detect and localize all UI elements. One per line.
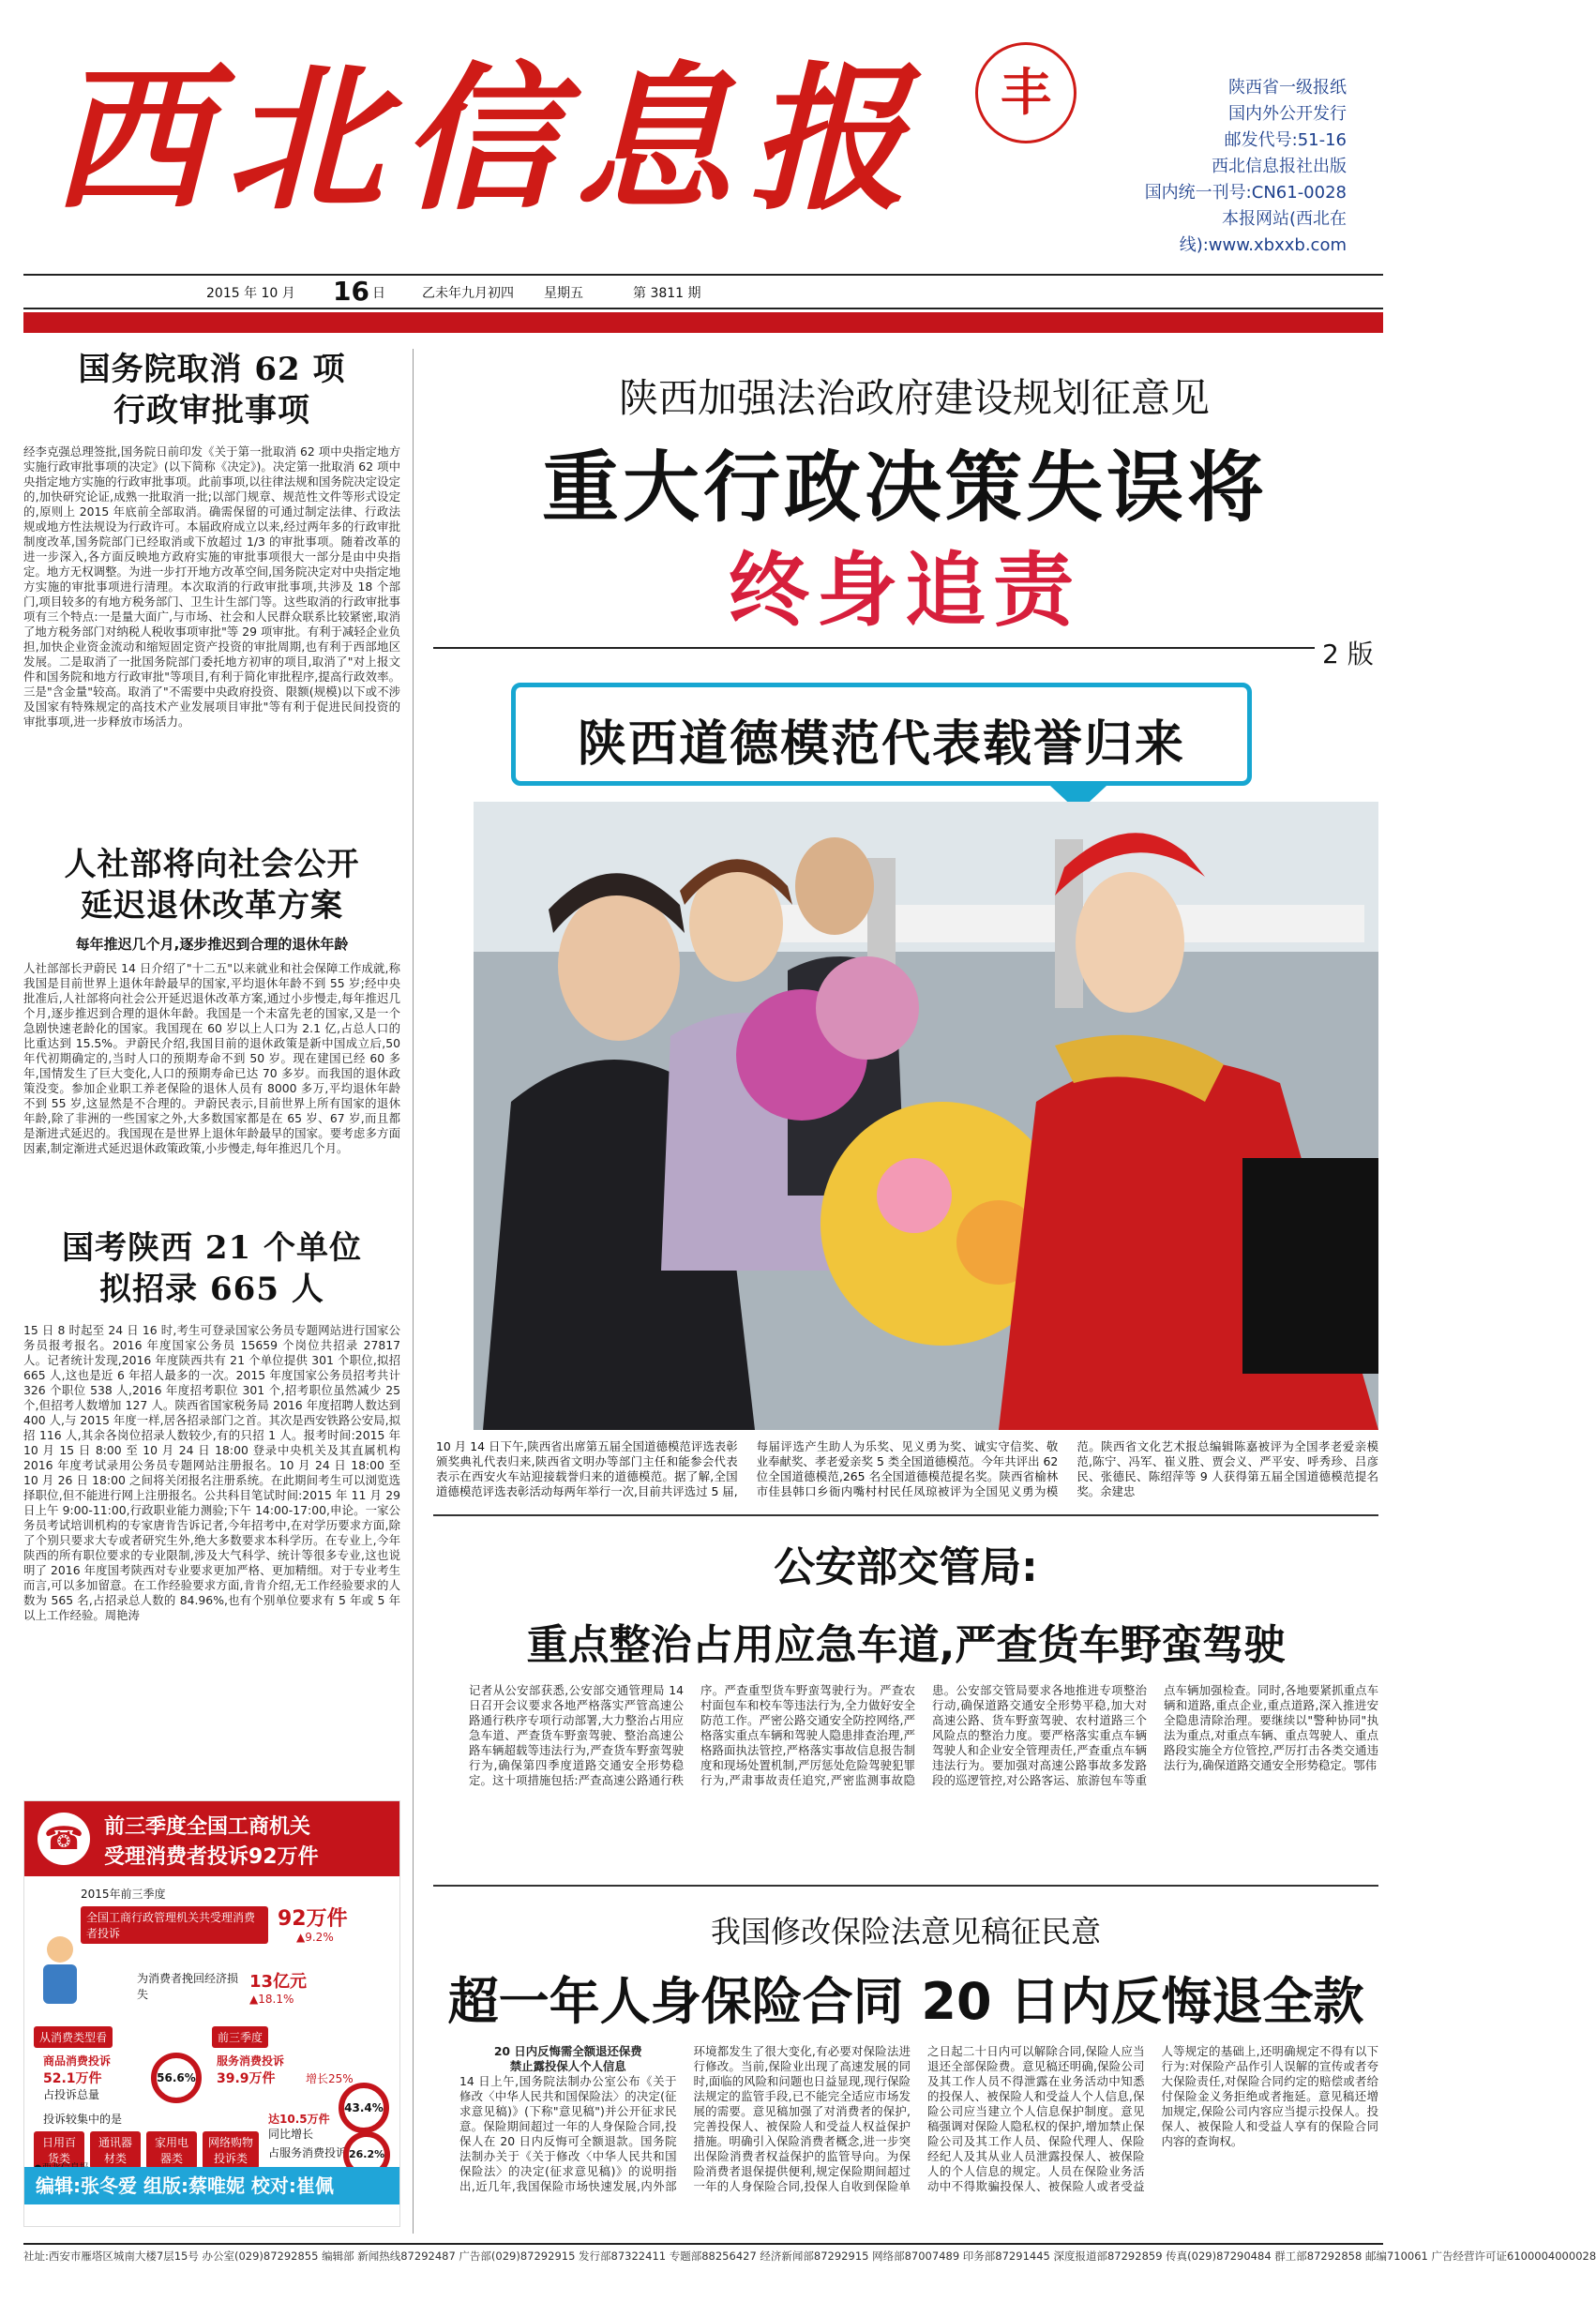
ig-goods-value: 52.1万件 [43, 2071, 102, 2086]
lead-kicker: 陕西加强法治政府建设规划征意见 [618, 375, 1210, 421]
story-body: 人社部部长尹蔚民 14 日介绍了"十二五"以来就业和社会保障工作成就,称我国是目前世界上退休年龄最早的国家,平均退休年龄不到 55 岁;经中央批准后,人社部将向社会公开延迟退休改革方案,通过小步慢走,每年推迟几个月,逐步推迟到合理的退休年龄。我国是一个未富先老的国家,又是一个急剧快速老龄化的国家。我国现在 60 岁以上人口为 2.1 亿,占总人口的比重达到 15.5%。尹蔚民介绍,我国目前的退休政策是新中国成立后,50 年代初期确定的,当时人口的预期寿命不到 50 岁。现在建国已经 60 多年,国情发生了巨大变化,人口的预期寿命已达 70 多岁。而我国的退休政策没变。参加企业职工养老保险的退休人员有 8000 多万,平均退休年龄不到 55 岁,这显然是不合理的。尹蔚民表示,目前世界上所有国家的退休年龄,除了非洲的一些国家之外,大多数国家都是在 65 岁、67 岁,而且都是渐进式延迟的。我国现在是世界上退休年龄最早的国家。要考虑多方面因素,制定渐进式延迟退休政策政策,小步慢走,每年推迟几个月。 [23, 961, 400, 1155]
lead-headline-red[interactable]: 终身追责 [729, 544, 1081, 638]
photo-caption: 10 月 14 日下午,陕西省出席第五届全国道德模范评选表彰颁奖典礼代表归来,陕西省文明办等部门主任和能参会代表表示在西安火车站迎接载誉归来的道德模范。据了解,全国道德模范评选表彰活动每两年举行一次,目前共评选过 5 届,每届评选产生助人为乐奖、见义勇为奖、诚实守信奖、敬业奉献奖、孝老爱亲奖 5 类全国道德模范。今年共评出 62 位全国道德模范,265 名全国道德模范提名奖。陕西省榆林市佳县韩口乡衙内嘴村村民任凤琼被评为全国见义勇为模范。陕西省文化艺术报总编辑陈嘉被评为全国孝老爱亲模范,陈宁、冯军、崔义胜、贾会义、严平安、呼秀珍、吕彦民、张德民、陈绍萍等 9 人获得第五届全国道德模范提名奖。余建忠 [436, 1439, 1378, 1498]
ig-total: 92万件 [278, 1907, 348, 1931]
masthead-title: 西北信息报 [52, 46, 924, 232]
infographic-title: 受理消费者投诉92万件 [104, 1845, 319, 1869]
masthead-info-line: 陕西省一级报纸 [1228, 78, 1347, 98]
person-icon [32, 1933, 88, 2008]
news-photo [474, 802, 1378, 1430]
lead-headline[interactable]: 重大行政决策失误将 [541, 444, 1268, 533]
story-headline[interactable]: 国务院取消 62 项 [78, 351, 346, 388]
insurance-subhead: 20 日内反悔需全额退还保费 [493, 2044, 642, 2058]
story-body: 经李克强总理签批,国务院日前印发《关于第一批取消 62 项中央指定地方实施行政审批事项的决定》(以下简称《决定》)。决定第一批取消 62 项中央指定地方实施的行政审批事项。此前事项,以往律法规和国务院决定设定的,加快研究论证,成熟一批取消一批;以部门规章、规范性文件等形式设定的,原则上 2015 年底前全部取消。确需保留的可通过制定法律、行政法规或地方性法规设为行政许可。本届政府成立以来,经过两年多的行政审批制度改革,国务院部门已经取消或下放超过 1/3 的审批事项。随着改革的进一步深入,各方面反映地方政府实施的审批事项很大一部分是由中央指定。地方无权调整。为进一步打开地方改革空间,国务院决定对中央指定地方实施的审批事项进行清理。本次取消的行政审批事项,共涉及 18 个部门,项目较多的有地方税务部门、卫生计生部门等。这些取消的行政审批事项有三个特点:一是量大面广,与市场、社会和人民群众联系比较紧密,取消了地方税务部门对纳税人税收事项审批"等 29 项审批。有利于减轻企业负担,加快企业资金流动和缩短固定资产投资的审批周期,也有利于西部地区发展。二是取消了一批国务院部门委托地方初审的项目,取消了"对上报文件和国务院和地方行政审批"等项目,有利于简化审批程序,提高行政效率。三是"含金量"较高。取消了"不需要中央政府投资、限额(规模)以下或不涉及国家有特殊规定的高技术产业发展项目审批"等有利于促进民间投资的审批事项,进一步释放市场活力。 [23, 444, 400, 729]
traffic-kicker: 公安部交管局: [774, 1543, 1038, 1591]
ig-label-all: 全国工商行政管理机关共受理消费者投诉 [81, 1906, 268, 1944]
ig-recovered-change: ▲18.1% [249, 1993, 294, 2006]
photo-banner-title[interactable]: 陕西道德模范代表载誉归来 [577, 716, 1185, 773]
ig-service-label: 服务消费投诉 [217, 2054, 285, 2068]
editor-credits: 编辑:张冬爱 组版:蔡唯妮 校对:崔佩 [24, 2167, 399, 2204]
divider-rule [433, 647, 1371, 649]
ig-category: 网络购物投诉类 [203, 2131, 259, 2169]
column-divider [413, 349, 414, 2234]
masthead-info [1088, 75, 1347, 259]
dateline-day: 16 [333, 276, 369, 307]
traffic-headline[interactable]: 重点整治占用应急车道,严查货车野蛮驾驶 [526, 1621, 1286, 1669]
insurance-body: 14 日上午,国务院法制办公室公布《关于修改〈中华人民共和国保险法〉的决定(征求意见稿)》(下称"意见稿")并公开征求民意。保险期间超过一年的人身保险合同,投保人在 20 日内反悔可全额退款。国务院法制办关于《关于修改〈中华人民共和国保险法〉的决定(征求意见稿)》的说明指出,近几年,我国保险市场快速发展,内外部环境都发生了很大变化,有必要对保险法进行修改。当前,保险业出现了高速发展的同时,面临的风险和问题也日益显现,现行保险法规定的监管手段,已不能完全适应市场发展的需要。意见稿加强了对消费者的保护,完善投保人、被保险人和受益人权益保护措施。明确引入保险消费者概念,进一步突出保险消费者权益保护的监管导向。为保险消费者退保提供便利,规定保险期间超过一年的人身保险合同,投保人自收到保险单之日起二十日内可以解除合同,保险人应当退还全部保险费。意见稿还明确,保险公司及其工作人员不得泄露在业务活动中知悉的投保人、被保险人和受益人个人信息,保险公司应当建立个人信息保护制度。意见稿强调对保险人隐私权的保护,增加禁止保险公司及其工作人员、保险代理人、保险经纪人及其从业人员泄露投保人、被保险人的个人信息的规定。人员在保险业务活动中不得欺骗投保人、被保险人或者受益人等规定的基础上,还明确规定不得有以下行为:对保险产品作引人误解的宣传或者夸大保险责任,对保险合同约定的赔偿或者给付保险金义务拒绝或者拖延。意见稿还增加规定,保险公司内容应当提示投保人。投保人、被保险人和受益人享有的保险合同内容的查询权。 [459, 2044, 1378, 2193]
masthead-info-line: 西北信息报社出版 [1212, 157, 1347, 176]
masthead-info-line: 国内外公开发行 [1228, 104, 1347, 124]
infographic-body [24, 1886, 399, 2167]
ig-tab-q3: 前三季度 [212, 2026, 268, 2048]
story-body: 15 日 8 时起至 24 日 16 时,考生可登录国家公务员专题网站进行国家公务员报考报名。2016 年度国家公务员 15659 个岗位共招录 27817 人。记者统计发现,2016 年度陕西共有 21 个单位提供 301 个职位,拟招 665 人,这也是近 6 年招人最多的一次。2015 年度国家公务员招考共计 326 个职位 538 人,2016 年度招考职位 301 个,招考职位虽然减少 25 个,但招考人数增加 127 人。陕西省国家税务局 2016 年度招聘人数达到 400 人,与 2015 年度一样,居各招录部门之首。其次是西安铁路公安局,拟招 116 人,其余各岗位招录人数较少,有的只招 1 人。报考时间:2015 年 10 月 15 日 8:00 至 10 月 24 日 18:00 登录中央机关及其直属机构 2016 年度考试录用公务员专题网站注册报名。10 月 24 日 18:00 至 10 月 26 日 18:00 之间将关闭报名注册系统。在此期间考生可以浏览选择职位,但不能进行网上注册报名。公共科目笔试时间:2015 年 11 月 29 日上午 9:00-11:00,行政职业能力测验;下午 14:00-17:00,申论。一家公务员考试培训机构的专家唐肯告诉记者,今年招考中,在对学历要求方面,除了个别只要求大专或者研究生外,绝大多数要求本科学历。在专业上,今年陕西的所有职位要求的专业限制,涉及大气科学、统计等很多专业,这也说明了 2016 年度国考陕西对专业要求更加严格、更加精细。对于专业考生而言,可以多加留意。在工作经验要求方面,肯肯介绍,无工作经验要求的人数为 565 名,占招录总人数的 84.96%,也有个别单位要求有 5 年或 5 年以上工作经验。周艳涛 [23, 1323, 400, 1622]
story-headline[interactable]: 人社部将向社会公开 [64, 846, 360, 883]
ig-online-value: 达10.5万件 [268, 2113, 330, 2126]
dateline-weekday: 星期五 [544, 286, 583, 301]
divider-rule [433, 1885, 1378, 1887]
dateline-day-suffix: 日 [372, 286, 385, 301]
ig-period: 2015年前三季度 [81, 1888, 166, 1901]
infographic-banner [24, 1801, 399, 1876]
ig-online-pct: 26.2% [343, 2131, 390, 2178]
ig-category: 家用电器类 [146, 2131, 197, 2169]
story-headline[interactable]: 行政审批事项 [113, 392, 310, 429]
story-subhead: 每年推迟几个月,逐步推迟到合理的退休年龄 [75, 936, 349, 953]
traffic-body: 记者从公安部获悉,公安部交通管理局 14 日召开会议要求各地严格落实严管高速公路通行秩序专项行动部署,大力整治占用应急车道、严查货车野蛮驾驶、整治高速公路车辆超载等违法行为,严查货车野蛮驾驶行为,确保第四季度道路交通安全形势稳定。这十项措施包括:严查高速公路通行秩序。严查重型货车野蛮驾驶行为。严查农村面包车和校车等违法行为,全力做好安全防范工作。严密公路交通安全防控网络,严格落实重点车辆和驾驶人隐患排查治理,严格路面执法管控,严格落实事故信息报告制度和现场处置机制,严厉惩处危险驾驶犯罪行为,严肃事故责任追究,严密监测事故隐患。公安部交管局要求各地推进专项整治行动,确保道路交通安全形势平稳,加大对高速公路、货车野蛮驾驶、农村道路三个风险点的整治力度。要严格落实重点车辆驾驶人和企业安全管理责任,严查重点车辆违法行为。要加强对高速公路事故多发路段的巡逻管控,对公路客运、旅游包车等重点车辆加强检查。同时,各地要紧抓重点车辆和道路,重点企业,重点道路,深入推进安全隐患清除治理。要继续以"警种协同"执法为重点,对重点车辆、重点驾驶人、重点路段实施全方位管控,严厉打击各类交通违法行为,确保道路交通安全形势稳定。鄂伟 [469, 1683, 1378, 1787]
ig-total-change: ▲9.2% [296, 1931, 334, 1944]
story-headline[interactable]: 延迟退休改革方案 [81, 887, 343, 925]
newspaper-logo: 丰 [975, 42, 1077, 143]
complaints-infographic [23, 1800, 400, 2227]
ig-online-change: 同比增长 [268, 2128, 314, 2141]
photo-banner [511, 683, 1252, 786]
infographic-title: 前三季度全国工商机关 [104, 1815, 311, 1839]
ig-online-note: 占服务消费投诉 [268, 2146, 348, 2159]
footer-contact-line: 社址:西安市雁塔区城南大楼7层15号 办公室(029)87292855 编辑部 新闻热线87292487 广告部(029)87292915 发行部87322411 专题部88256427 经济新闻部87292915 网络部87007489 印务部87291445 深度报道部87292859 传真(029)87290484 群工部87292858 邮编710061 广告经营许可证6100004000028 [23, 2243, 1383, 2264]
insurance-subhead: 禁止露投保人个人信息 [509, 2059, 626, 2073]
left-column [23, 349, 400, 1683]
story-headline[interactable]: 拟招录 665 人 [99, 1271, 324, 1308]
ig-category: 通讯器材类 [90, 2131, 141, 2169]
ig-label-recovered: 为消费者挽回经济损失 [137, 1972, 239, 2001]
ig-goods-label: 商品消费投诉 [43, 2054, 112, 2068]
ig-category: 日用百货类 [34, 2131, 84, 2169]
dateline-lunar: 乙未年九月初四 [422, 286, 514, 301]
ig-service-value: 39.9万件 [217, 2071, 276, 2086]
story-retirement [23, 844, 400, 1201]
divider-rule [433, 1514, 1378, 1516]
masthead-info-line: 邮发代号:51-16 [1224, 130, 1347, 150]
ig-tab-by-type: 从消费类型看 [34, 2026, 113, 2048]
insurance-kicker: 我国修改保险法意见稿征民意 [710, 1914, 1101, 1949]
page-reference[interactable]: 2 版 [1315, 634, 1374, 671]
insurance-headline[interactable]: 超一年人身保险合同 20 日内反悔退全款 [447, 1972, 1364, 2031]
dateline [23, 274, 1383, 309]
header-red-bar [23, 312, 1383, 333]
phone-icon: ☎ [38, 1813, 90, 1865]
ig-goods-note: 占投诉总量 [43, 2088, 100, 2101]
photo-illustration [474, 802, 1378, 1430]
masthead-info-line: 国内统一刊号:CN61-0028 [1144, 183, 1347, 203]
story-civil-exam [23, 1227, 400, 1683]
ig-recovered: 13亿元 [249, 1972, 308, 1992]
dateline-year-month: 2015 年 10 月 [206, 286, 295, 301]
story-state-council [23, 349, 400, 818]
insurance-body-wrap [459, 2044, 1378, 2236]
ig-service-change: 增长25% [306, 2072, 354, 2085]
ig-goods-pct: 56.6% [151, 2053, 202, 2103]
dateline-issue: 第 3811 期 [633, 286, 701, 301]
masthead-website[interactable]: 本报网站(西北在线):www.xbxxb.com [1179, 209, 1347, 255]
story-headline[interactable]: 国考陕西 21 个单位 [62, 1229, 362, 1267]
ig-focus-label: 投诉较集中的是 [43, 2113, 123, 2126]
ig-service-pct: 43.4% [339, 2083, 389, 2133]
